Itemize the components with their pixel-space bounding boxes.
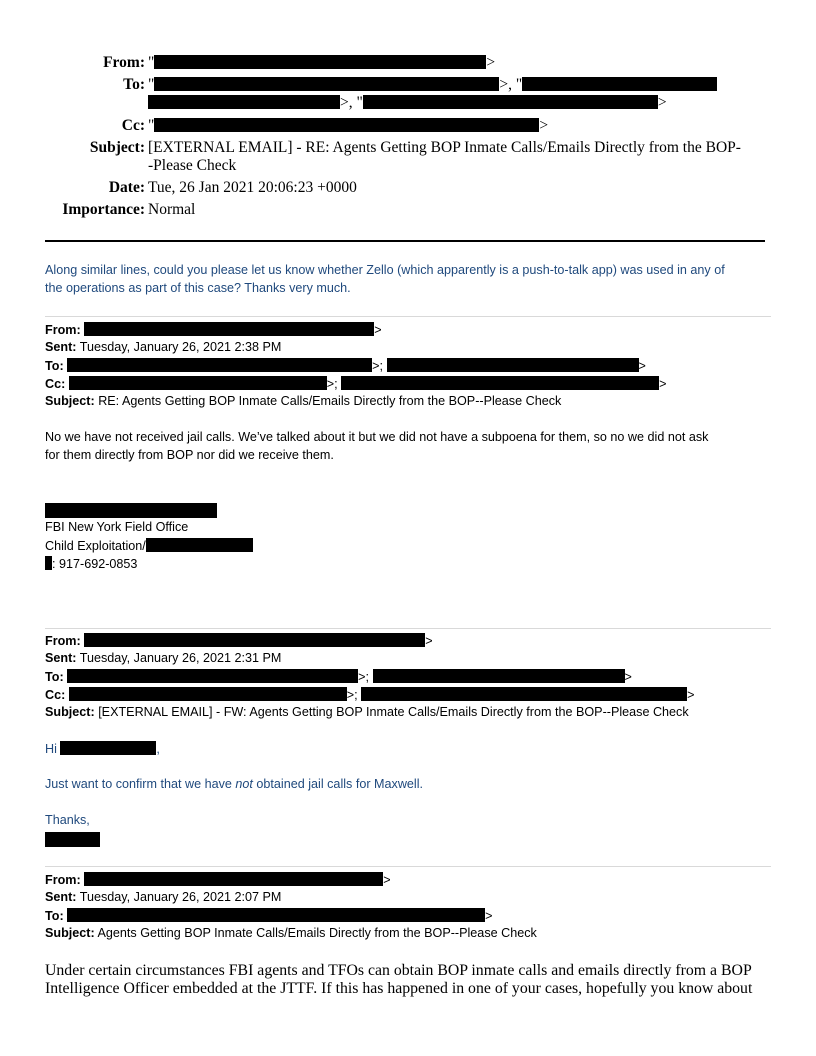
message-line-2: the operations as part of this case? Thanks very much. (45, 281, 351, 295)
redaction (154, 77, 499, 91)
email-2-greeting: Hi , (45, 742, 160, 756)
email-1-body-line-2: for them directly from BOP nor did we receive them. (45, 448, 334, 462)
redaction (69, 687, 347, 701)
email-1-subject: Subject: RE: Agents Getting BOP Inmate Calls/Emails Directly from the BOP--Please Check (45, 394, 562, 408)
signature-office: FBI New York Field Office (45, 520, 189, 534)
email-2-cc: Cc: >; > (45, 688, 695, 702)
redaction (146, 538, 253, 552)
email-2-subject: Subject: [EXTERNAL EMAIL] - FW: Agents Getting BOP Inmate Calls/Emails Directly from the BOP--Please Check (45, 705, 689, 719)
signature-unit: Child Exploitation/ (45, 538, 253, 553)
redaction (84, 633, 425, 647)
redaction (154, 55, 486, 69)
email-3-body-line-1: Under certain circumstances FBI agents and TFOs can obtain BOP inmate calls and emails directly from a BOP (45, 962, 752, 979)
redaction (361, 687, 687, 701)
from-label: From: (103, 54, 145, 71)
email-1-to: To: >; > (45, 359, 646, 373)
signature-phone: : 917-692-0853 (45, 556, 137, 571)
email-2-from: From: > (45, 634, 433, 648)
email-2-to: To: >; > (45, 670, 632, 684)
redaction (148, 95, 340, 109)
redaction (84, 322, 374, 336)
signature-name-redaction (45, 503, 217, 518)
email-2-body: Just want to confirm that we have not obtained jail calls for Maxwell. (45, 777, 424, 791)
redaction (60, 741, 156, 755)
redaction (522, 77, 717, 91)
email-3-sent: Sent: Tuesday, January 26, 2021 2:07 PM (45, 890, 282, 904)
redaction (373, 669, 625, 683)
phone-icon (45, 556, 52, 570)
redaction (67, 669, 358, 683)
divider (45, 628, 771, 629)
email-3-subject: Subject: Agents Getting BOP Inmate Calls/Emails Directly from the BOP--Please Check (45, 926, 537, 940)
redaction (67, 358, 372, 372)
importance-label: Importance: (62, 201, 145, 218)
divider (45, 866, 771, 867)
redaction (67, 908, 485, 922)
email-2-sent: Sent: Tuesday, January 26, 2021 2:31 PM (45, 651, 282, 665)
redaction (363, 95, 658, 109)
subject-line-1: [EXTERNAL EMAIL] - RE: Agents Getting BOP Inmate Calls/Emails Directly from the BOP- (148, 139, 741, 156)
date-value: Tue, 26 Jan 2021 20:06:23 +0000 (148, 179, 357, 196)
to-label: To: (123, 76, 145, 93)
divider (45, 316, 771, 317)
email-1-sent: Sent: Tuesday, January 26, 2021 2:38 PM (45, 340, 282, 354)
message-line-1: Along similar lines, could you please let us know whether Zello (which apparently is a push-to-talk app) was used in any of (45, 263, 725, 277)
email-3-to: To: > (45, 909, 493, 923)
email-3-from: From: > (45, 873, 391, 887)
cc-value: " > (148, 117, 549, 134)
importance-value: Normal (148, 201, 196, 218)
redaction (387, 358, 639, 372)
from-value: " > (148, 54, 496, 71)
email-2-thanks: Thanks, (45, 813, 90, 827)
subject-label: Subject: (89, 139, 145, 156)
to-value: " >, " (148, 76, 717, 94)
email-1-body-line-1: No we have not received jail calls. We’ve talked about it but we did not have a subpoena for them, so no we did not ask (45, 430, 709, 444)
date-label: Date: (108, 179, 145, 196)
header-divider (45, 240, 765, 242)
email-1-from: From: > (45, 323, 382, 337)
cc-label: Cc: (121, 117, 145, 134)
redaction (84, 872, 383, 886)
redaction (154, 118, 539, 132)
redaction (341, 376, 659, 390)
email-1-cc: Cc: >; > (45, 377, 667, 391)
redaction (69, 376, 327, 390)
signature-redaction (45, 832, 100, 847)
subject-line-2: -Please Check (148, 157, 237, 174)
email-3-body-line-2: Intelligence Officer embedded at the JTTF. If this has happened in one of your cases, hopefully you know about (45, 980, 753, 997)
to-value-cont: >, " > (148, 94, 667, 112)
